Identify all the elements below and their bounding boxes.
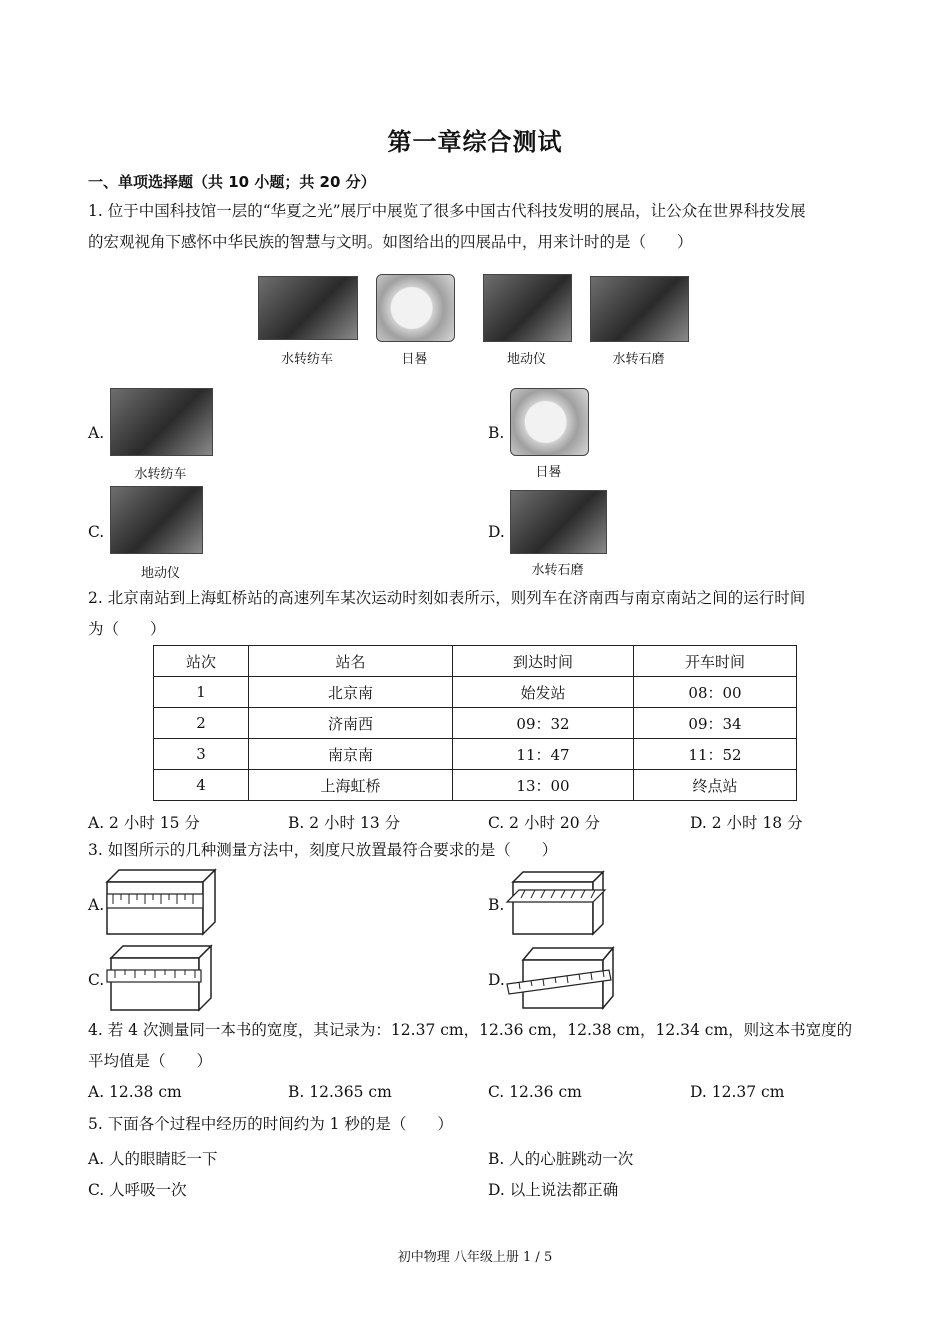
question-2 — [88, 583, 868, 645]
q3-option-b[interactable]: B. — [488, 896, 505, 914]
q1-option-a[interactable]: A. — [88, 424, 105, 442]
q1-option-c[interactable]: C. — [88, 523, 105, 541]
q2-option-b[interactable]: B. 2 小时 13 分 — [288, 814, 401, 832]
q1-option-b[interactable]: B. — [488, 424, 505, 442]
q5-option-d[interactable]: D. 以上说法都正确 — [488, 1181, 619, 1199]
q2-option-a[interactable]: A. 2 小时 15 分 — [88, 814, 200, 832]
question-1 — [88, 196, 868, 258]
table-row — [154, 739, 797, 770]
table-row — [154, 770, 797, 801]
table-cell: 济南西 — [249, 708, 453, 739]
table-cell: 3 — [154, 739, 249, 770]
table-cell: 南京南 — [249, 739, 453, 770]
page-title: 第一章综合测试 — [387, 127, 563, 156]
q3-option-c[interactable]: C. — [88, 971, 105, 989]
question-2-line1: 2. 北京南站到上海虹桥站的高速列车某次运动时刻如表所示，则列车在济南西与南京南站之间的运行时间 — [88, 589, 806, 607]
table-header: 站名 — [249, 646, 453, 677]
figure-label-4: 水转石磨 — [612, 352, 665, 367]
q1-option-b-photo — [510, 388, 589, 456]
q5-option-a[interactable]: A. 人的眼睛眨一下 — [88, 1150, 218, 1168]
table-cell: 始发站 — [453, 677, 634, 708]
figure-stone-mill-photo — [590, 276, 689, 342]
table-cell: 4 — [154, 770, 249, 801]
question-3 — [88, 835, 868, 866]
q3-option-d-diagram — [505, 944, 615, 1014]
figure-label-3: 地动仪 — [506, 352, 546, 367]
figure-label-1: 水转纺车 — [280, 352, 333, 367]
table-cell: 北京南 — [249, 677, 453, 708]
table-cell: 11：47 — [453, 739, 634, 770]
table-header-row — [154, 646, 797, 677]
q3-option-c-diagram — [105, 944, 213, 1014]
question-3-line1: 3. 如图所示的几种测量方法中，刻度尺放置最符合要求的是（ ） — [88, 841, 558, 859]
section-heading: 一、单项选择题（共 10 小题；共 20 分） — [88, 173, 376, 191]
q4-option-a[interactable]: A. 12.38 cm — [88, 1083, 182, 1101]
question-4-line1: 4. 若 4 次测量同一本书的宽度，其记录为：12.37 cm，12.36 cm，12.38 cm，12.34 cm，则这本书宽度的 — [88, 1021, 853, 1039]
table-cell: 终点站 — [634, 770, 797, 801]
q4-option-b[interactable]: B. 12.365 cm — [288, 1083, 392, 1101]
q5-option-c[interactable]: C. 人呼吸一次 — [88, 1181, 187, 1199]
q3-option-a[interactable]: A. — [88, 896, 105, 914]
table-cell: 11：52 — [634, 739, 797, 770]
q3-option-d[interactable]: D. — [488, 971, 505, 989]
q1-option-a-photo — [110, 388, 213, 456]
q2-option-c[interactable]: C. 2 小时 20 分 — [488, 814, 601, 832]
question-1-line1: 1. 位于中国科技馆一层的“华夏之光”展厅中展览了很多中国古代科技发明的展品，让公众在世界科技发展 — [88, 202, 806, 220]
question-4 — [88, 1015, 878, 1077]
figure-label-2: 日晷 — [401, 352, 428, 367]
table-cell: 09：32 — [453, 708, 634, 739]
figure-spinning-wheel-photo — [258, 276, 358, 340]
table-cell: 1 — [154, 677, 249, 708]
q4-option-c[interactable]: C. 12.36 cm — [488, 1083, 582, 1101]
table-row — [154, 708, 797, 739]
q1-option-d-photo — [510, 490, 607, 554]
q2-option-d[interactable]: D. 2 小时 18 分 — [690, 814, 803, 832]
q4-option-d[interactable]: D. 12.37 cm — [690, 1083, 785, 1101]
table-cell: 13：00 — [453, 770, 634, 801]
figure-seismograph-photo — [483, 274, 572, 342]
q1-option-c-caption: 地动仪 — [140, 566, 180, 581]
page-footer: 初中物理 八年级上册 1 / 5 — [397, 1250, 553, 1265]
table-cell: 08：00 — [634, 677, 797, 708]
figure-sundial-photo — [376, 274, 455, 342]
q5-option-b[interactable]: B. 人的心脏跳动一次 — [488, 1150, 634, 1168]
q3-option-a-diagram — [105, 868, 217, 938]
q1-option-d[interactable]: D. — [488, 523, 505, 541]
train-timetable — [153, 645, 797, 801]
question-4-line2: 平均值是（ ） — [88, 1052, 213, 1070]
q1-option-c-photo — [110, 486, 203, 554]
question-2-line2: 为（ ） — [88, 620, 166, 638]
q1-option-b-caption: 日晷 — [535, 465, 562, 480]
table-cell: 上海虹桥 — [249, 770, 453, 801]
table-header: 开车时间 — [634, 646, 797, 677]
q3-option-b-diagram — [505, 868, 607, 938]
table-header: 到达时间 — [453, 646, 634, 677]
table-cell: 09：34 — [634, 708, 797, 739]
table-row — [154, 677, 797, 708]
table-header: 站次 — [154, 646, 249, 677]
question-5-line1: 5. 下面各个过程中经历的时间约为 1 秒的是（ ） — [88, 1115, 453, 1133]
question-5 — [88, 1109, 868, 1140]
q1-option-d-caption: 水转石磨 — [531, 563, 584, 578]
q1-option-a-caption: 水转纺车 — [134, 467, 187, 482]
table-cell: 2 — [154, 708, 249, 739]
question-1-line2: 的宏观视角下感怀中华民族的智慧与文明。如图给出的四展品中，用来计时的是（ ） — [88, 233, 693, 251]
